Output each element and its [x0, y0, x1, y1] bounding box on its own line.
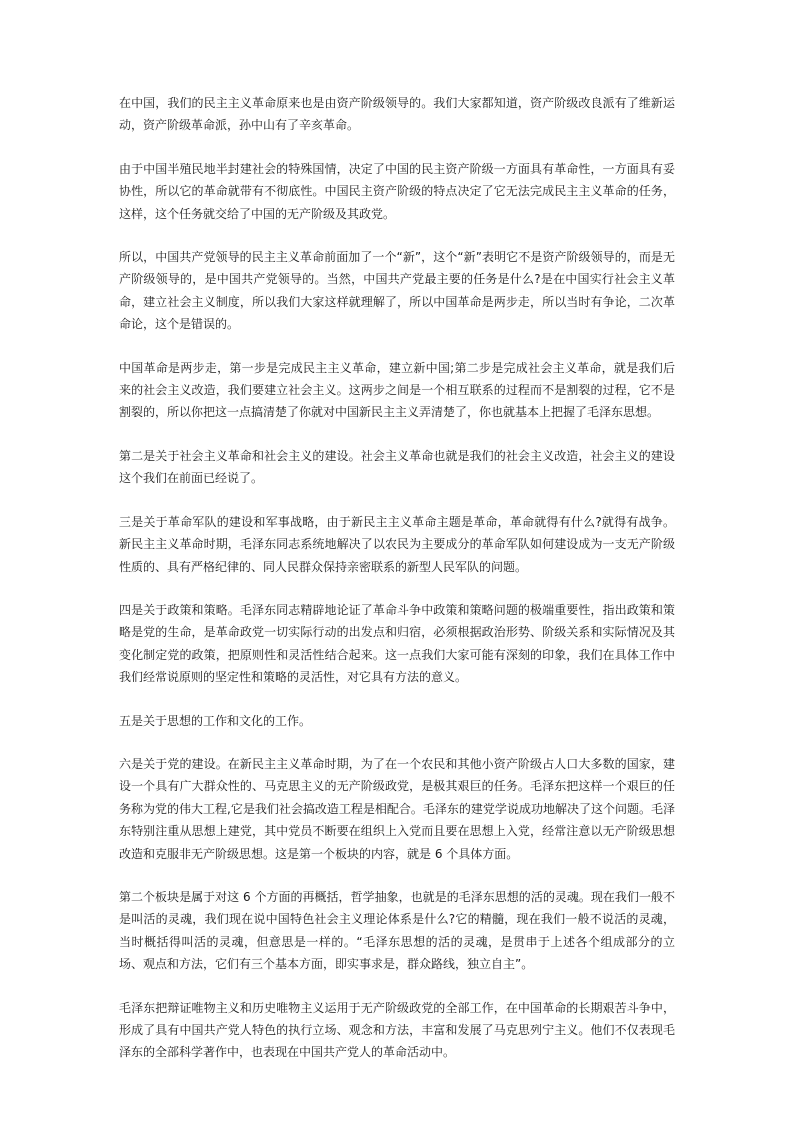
- paragraph-6: 三是关于革命军队的建设和军事战略，由于新民主主义革命主题是革命，革命就得有什么?就得有战争。新民主主义革命时期，毛泽东同志系统地解决了以农民为主要成分的革命军队如何建设成为一支无产阶级性质的、具有严格纪律的、同人民群众保持亲密联系的新型人民军队的问题。: [119, 514, 675, 574]
- paragraph-10: 第二个板块是属于对这 6 个方面的再概括，哲学抽象，也就是的毛泽东思想的活的灵魂。现在我们一般不是叫活的灵魂，我们现在说中国特色社会主义理论体系是什么?它的精髓，现在我们一般不说活的灵魂，当时概括得叫活的灵魂，但意思是一样的。“毛泽东思想的活的灵魂，是贯串于上述各个组成部分的立场、观点和方法，它们有三个基本方面，即实事求是，群众路线，独立自主”。: [119, 889, 675, 972]
- document-body: [119, 92, 675, 1085]
- paragraph-8: 五是关于思想的工作和文化的工作。: [119, 713, 312, 728]
- paragraph-4: 中国革命是两步走，第一步是完成民主主义革命，建立新中国;第二步是完成社会主义革命，就是我们后来的社会主义改造，我们要建立社会主义。这两步之间是一个相互联系的过程而不是割裂的过程，它不是割裂的，所以你把这一点搞清楚了你就对中国新民主主义弄清楚了，你也就基本上把握了毛泽东思想。: [119, 360, 675, 420]
- paragraph-1: 在中国，我们的民主主义革命原来也是由资产阶级领导的。我们大家都知道，资产阶级改良派有了维新运动，资产阶级革命派，孙中山有了辛亥革命。: [119, 96, 675, 133]
- paragraph-11: 毛泽东把辩证唯物主义和历史唯物主义运用于无产阶级政党的全部工作，在中国革命的长期艰苦斗争中，形成了具有中国共产党人特色的执行立场、观念和方法，丰富和发展了马克思列宁主义。他们不仅表现毛泽东的全部科学著作中，也表现在中国共产党人的革命活动中。: [119, 1000, 675, 1060]
- paragraph-2: 由于中国半殖民地半封建社会的特殊国情，决定了中国的民主资产阶级一方面具有革命性，一方面具有妥协性，所以它的革命就带有不彻底性。中国民主资产阶级的特点决定了它无法完成民主主义革命的任务，这样，这个任务就交给了中国的无产阶级及其政党。: [119, 161, 675, 221]
- paragraph-7: 四是关于政策和策略。毛泽东同志精辟地论证了革命斗争中政策和策略问题的极端重要性，指出政策和策略是党的生命，是革命政党一切实际行动的出发点和归宿，必须根据政治形势、阶级关系和实际情况及其变化制定党的政策，把原则性和灵活性结合起来。这一点我们大家可能有深刻的印象，我们在具体工作中我们经常说原则的坚定性和策略的灵活性，对它具有方法的意义。: [119, 602, 675, 685]
- paragraph-9: 六是关于党的建设。在新民主主义革命时期，为了在一个农民和其他小资产阶级占人口大多数的国家，建设一个具有广大群众性的、马克思主义的无产阶级政党，是极其艰巨的任务。毛泽东把这样一个艰巨的任务称为党的伟大工程,它是我们社会搞改造工程是相配合。毛泽东的建党学说成功地解决了这个问题。毛泽东特别注重从思想上建党，其中党员不断要在组织上入党而且要在思想上入党，经常注意以无产阶级思想改造和克服非无产阶级思想。这是第一个板块的内容，就是 6 个具体方面。: [119, 756, 675, 861]
- paragraph-3: 所以，中国共产党领导的民主主义革命前面加了一个“新”，这个“新”表明它不是资产阶级领导的，而是无产阶级领导的，是中国共产党领导的。当然，中国共产党最主要的任务是什么?是在中国实行社会主义革命，建立社会主义制度，所以我们大家这样就理解了，所以中国革命是两步走，所以当时有争论，二次革命论，这个是错误的。: [119, 250, 675, 332]
- paragraph-5: 第二是关于社会主义革命和社会主义的建设。社会主义革命也就是我们的社会主义改造，社会主义的建设这个我们在前面已经说了。: [119, 448, 675, 486]
